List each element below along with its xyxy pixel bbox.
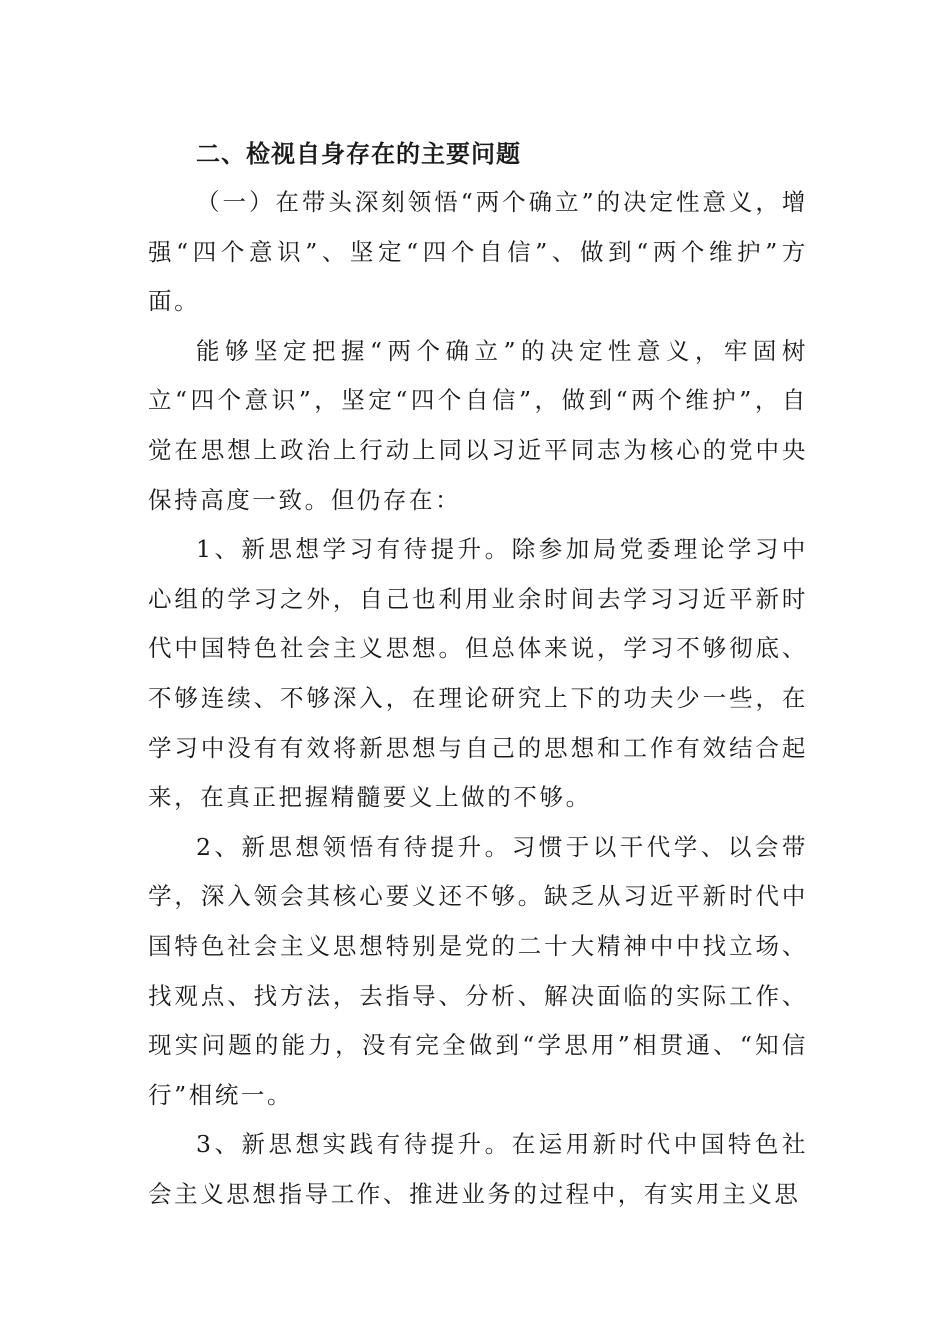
section-heading: 二、检视自身存在的主要问题 (196, 140, 521, 168)
document-page (148, 130, 808, 1219)
paragraph-subheading: （一）在带头深刻领悟“两个确立”的决定性意义，增强“四个意识”、坚定“四个自信”、做到“两个维护”方面。 (148, 188, 808, 316)
paragraph-item-3: 3、新思想实践有待提升。在运用新时代中国特色社会主义思想指导工作、推进业务的过程中，有实用主义思 (148, 1130, 808, 1208)
paragraph-item-1: 1、新思想学习有待提升。除参加局党委理论学习中心组的学习之外，自己也利用业余时间去学习习近平新时代中国特色社会主义思想。但总体来说，学习不够彻底、不够连续、不够深入，在理论研究上下的功夫少一些，在学习中没有有效将新思想与自己的思想和工作有效结合起来，在真正把握精髓要义上做的不够。 (148, 535, 808, 812)
paragraph-item-2: 2、新思想领悟有待提升。习惯于以干代学、以会带学，深入领会其核心要义还不够。缺乏从习近平新时代中国特色社会主义思想特别是党的二十大精神中中找立场、找观点、找方法，去指导、分析、解决面临的实际工作、现实问题的能力，没有完全做到“学思用”相贯通、“知信行”相统一。 (148, 832, 808, 1109)
paragraph-intro: 能够坚定把握“两个确立”的决定性意义，牢固树立“四个意识”，坚定“四个自信”，做到“两个维护”，自觉在思想上政治上行动上同以习近平同志为核心的党中央保持高度一致。但仍存在： (148, 336, 808, 514)
